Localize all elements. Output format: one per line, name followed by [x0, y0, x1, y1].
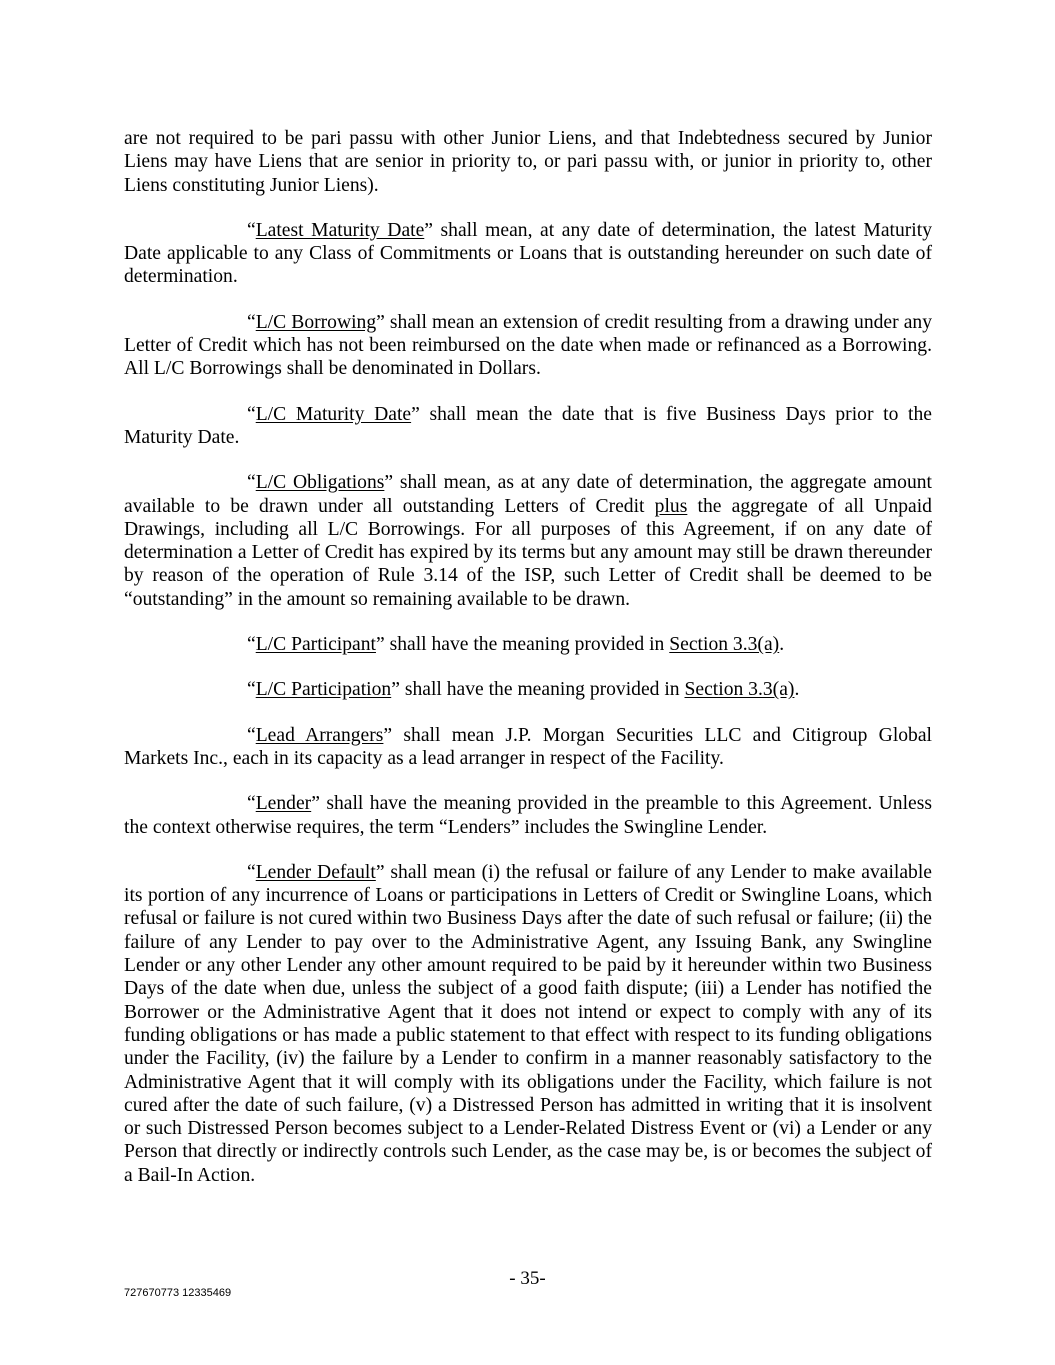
period: . [779, 634, 785, 656]
close-quote: ” [384, 472, 394, 494]
close-quote: ” [391, 679, 400, 701]
close-quote: ” [375, 861, 385, 883]
close-quote: ” [424, 219, 433, 241]
carryover-paragraph: are not required to be pari passu with other Junior Liens, and that Indebtedness secured by Junior Liens may have Liens that are senior in priority to, or pari passu with, or junior in priority to, other Liens constituting Junior Liens). [124, 128, 932, 196]
close-quote: ” [375, 634, 385, 656]
defined-term: Latest Maturity Date [255, 219, 425, 241]
open-quote: “ [247, 679, 256, 701]
page-number: - 35- [509, 1268, 546, 1289]
definition-lc-obligations [124, 471, 932, 611]
definition-text: shall mean the date that is five Business Days prior to the Maturity Date. [124, 403, 932, 448]
open-quote: “ [247, 724, 256, 746]
defined-term: Lead Arrangers [255, 724, 384, 746]
section-reference: Section 3.3(a) [684, 679, 795, 701]
close-quote: ” [411, 403, 420, 425]
definition-text: shall have the meaning provided in [399, 679, 685, 701]
section-reference: Section 3.3(a) [669, 634, 780, 656]
close-quote: ” [311, 793, 320, 815]
period: . [794, 679, 800, 701]
definition-text: shall have the meaning provided in [384, 634, 670, 656]
definition-text: shall mean, at any date of determination, the latest Maturity Date applicable to any Class of Commitments or Loans that is outstanding hereunder on such date of determination. [124, 219, 932, 288]
definition-text-continued: the aggregate of all Unpaid Drawings, including all L/C Borrowings. For all purposes of this Agreement, if on any date of determination a Letter of Credit has expired by its terms but any amount may still be drawn thereunder by reason of the operation of Rule 3.14 of the ISP, such Letter of Credit shall be deemed to be “outstanding” in the amount so remaining available to be drawn. [124, 495, 932, 610]
definition-lc-maturity-date [124, 403, 932, 450]
open-quote: “ [247, 793, 256, 815]
document-body [124, 127, 932, 1209]
definition-text: shall mean J.P. Morgan Securities LLC and Citigroup Global Markets Inc., each in its capacity as a lead arranger in respect of the Facility. [124, 724, 932, 769]
defined-term: L/C Participant [255, 634, 376, 656]
open-quote: “ [247, 403, 256, 425]
defined-term: L/C Maturity Date [255, 403, 412, 425]
open-quote: “ [247, 634, 256, 656]
defined-term: Lender Default [255, 861, 376, 883]
definition-text: shall mean an extension of credit resulting from a drawing under any Letter of Credit which has not been reimbursed on the date when made or refinanced as a Borrowing. All L/C Borrowings shall be denominated in Dollars. [124, 311, 932, 380]
definition-lc-borrowing [124, 311, 932, 381]
open-quote: “ [247, 472, 256, 494]
close-quote: ” [383, 724, 393, 746]
defined-term: L/C Borrowing [255, 311, 377, 333]
document-id: 727670773 12335469 [124, 1287, 232, 1299]
definition-lc-participation [124, 678, 932, 701]
definition-lead-arrangers [124, 724, 932, 771]
open-quote: “ [247, 861, 256, 883]
open-quote: “ [247, 219, 256, 241]
emphasis-plus: plus [654, 495, 688, 517]
definition-latest-maturity-date [124, 219, 932, 289]
definition-text: shall have the meaning provided in the preamble to this Agreement. Unless the context otherwise requires, the term “Lenders” includes the Swingline Lender. [124, 793, 932, 838]
defined-term: L/C Participation [255, 679, 392, 701]
defined-term: Lender [255, 793, 312, 815]
definition-text: shall mean, as at any date of determination, the aggregate amount available to be drawn under all outstanding Letters of Credit [124, 472, 932, 517]
definition-lender [124, 792, 932, 839]
close-quote: ” [376, 311, 385, 333]
definition-text: shall mean (i) the refusal or failure of any Lender to make available its portion of any incurrence of Loans or participations in Letters of Credit or Swingline Loans, which refusal or failure is not cured within two Business Days after the date of such refusal or failure; (ii) the failure of any Lender to pay over to the Administrative Agent, any Issuing Bank, any Swingline Lender or any other Lender any other amount required to be paid by it hereunder within two Business Days of the date when due, unless the subject of a good faith dispute; (iii) a Lender has notified the Borrower or the Administrative Agent that it does not intend or expect to comply with any of its funding obligations or has made a public statement to that effect with respect to its funding obligations under the Facility, (iv) the failure by a Lender to confirm in a manner reasonably satisfactory to the Administrative Agent that it will comply with its obligations under the Facility, which failure is not cured after the date of such failure, (v) a Distressed Person has admitted in writing that it is insolvent or such Distressed Person becomes subject to a Lender-Related Distress Event or (vi) a Lender or any Person that directly or indirectly controls such Lender, as the case may be, is or becomes the subject of a Bail-In Action. [124, 861, 932, 1186]
defined-term: L/C Obligations [255, 472, 385, 494]
definition-lc-participant [124, 633, 932, 656]
open-quote: “ [247, 311, 256, 333]
definition-lender-default [124, 861, 932, 1187]
